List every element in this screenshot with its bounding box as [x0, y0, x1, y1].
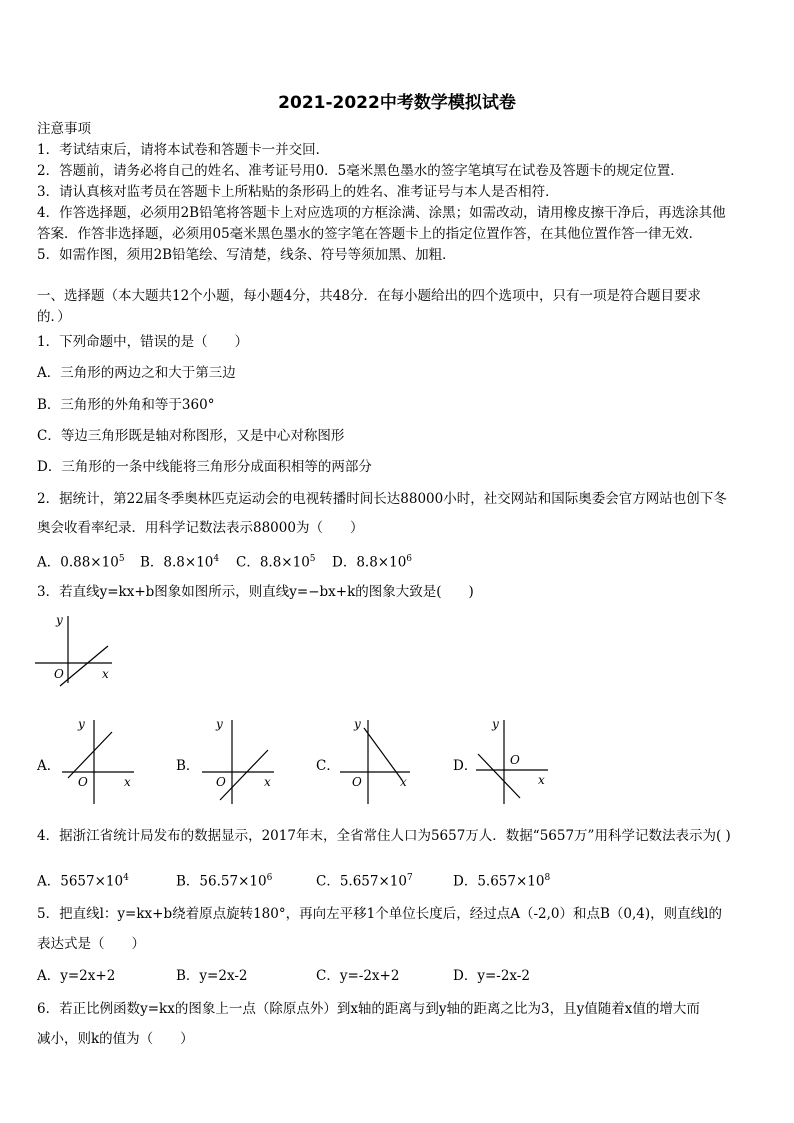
question-4-option-d: D．$5.657\times 10^8$: [453, 873, 551, 890]
axis-y-label: y: [492, 717, 499, 731]
axis-x-label: x: [124, 775, 131, 789]
section-heading-cont: 的．）: [37, 309, 71, 325]
axis-y-label: y: [354, 717, 361, 731]
origin-label: O: [54, 667, 64, 681]
question-3-option-a-label: A．: [37, 758, 61, 774]
question-1-stem: 1．下列命题中，错误的是（ ）: [37, 334, 249, 350]
notice-item: 4．作答选择题，必须用2B铅笔将答题卡上对应选项的方框涂满、涂黑；如需改动，请用橡皮擦干净后，再选涂其他: [37, 205, 726, 221]
question-5-stem-cont: 表达式是（ ）: [37, 936, 145, 952]
question-1-option-c: C．等边三角形既是轴对称图形，又是中心对称图形: [37, 428, 345, 444]
notice-heading: 注意事项: [37, 121, 91, 137]
axis-x-label: x: [400, 775, 407, 789]
question-2-option-b: B．$8.8\times 10^4$: [140, 554, 220, 571]
question-5-option-a: A．y=2x+2: [37, 968, 116, 984]
question-4-option-b: B．$56.57\times 10^6$: [176, 873, 273, 890]
axis-y-label: y: [56, 613, 63, 627]
question-2-stem-cont: 奥会收看率纪录．用科学记数法表示88000为（ ）: [37, 520, 364, 536]
notice-item: 答案．作答非选择题，必须用05毫米黑色墨水的签字笔在答题卡上的指定位置作答，在其他位置作答一律无效．: [37, 226, 703, 242]
notice-item: 1．考试结束后，请将本试卷和答题卡一并交回．: [37, 142, 330, 158]
question-3-option-b-graph: [200, 712, 280, 807]
origin-label: O: [510, 753, 520, 767]
question-3-reference-graph: [30, 608, 120, 688]
question-2-option-d: D．$8.8\times 10^6$: [332, 554, 413, 571]
notice-item: 5．如需作图，须用2B铅笔绘、写清楚，线条、符号等须加黑、加粗．: [37, 247, 456, 263]
question-2-stem: 2．据统计，第22届冬季奥林匹克运动会的电视转播时间长达88000小时，社交网站和国际奥委会官方网站也创下冬: [37, 491, 727, 507]
origin-label: O: [352, 775, 362, 789]
question-5-option-d: D．y=-2x-2: [453, 968, 530, 984]
question-3-option-b-label: B．: [176, 758, 200, 774]
question-4-option-a: A．$5657\times 10^4$: [37, 873, 129, 890]
origin-label: O: [216, 775, 226, 789]
section-heading: 一、选择题（本大题共12个小题，每小题4分，共48分．在每小题给出的四个选项中，只有一项是符合题目要求: [37, 288, 701, 304]
axis-x-label: x: [538, 773, 545, 787]
question-2-option-c: C．$8.8\times 10^5$: [236, 554, 316, 571]
notice-item: 2．答题前，请务必将自己的姓名、准考证号用0．5毫米黑色墨水的签字笔填写在试卷及答题卡的规定位置．: [37, 163, 684, 179]
origin-label: O: [78, 775, 88, 789]
question-3-option-d-graph: [474, 712, 554, 807]
question-6-stem-cont: 减小，则k的值为（ ）: [37, 1031, 194, 1047]
question-1-option-d: D．三角形的一条中线能将三角形分成面积相等的两部分: [37, 459, 372, 475]
question-4-option-c: C．$5.657\times 10^7$: [316, 873, 413, 890]
axis-x-label: x: [264, 775, 271, 789]
question-1-option-a: A．三角形的两边之和大于第三边: [37, 365, 236, 381]
question-3-option-d-label: D．: [453, 758, 478, 774]
notice-item: 3．请认真核对监考员在答题卡上所粘贴的条形码上的姓名、准考证号与本人是否相符．: [37, 184, 559, 200]
question-1-option-b: B．三角形的外角和等于360°: [37, 397, 215, 413]
page-title: 2021-2022中考数学模拟试卷: [278, 93, 516, 113]
question-3-option-a-graph: [60, 712, 140, 807]
question-5-option-c: C．y=-2x+2: [316, 968, 400, 984]
question-3-option-c-label: C．: [316, 758, 340, 774]
axis-y-label: y: [216, 717, 223, 731]
question-3-stem: 3．若直线y=kx+b图象如图所示，则直线y=−bx+k的图象大致是( ): [37, 584, 474, 600]
question-2-option-a: A．$0.88\times 10^5$: [37, 554, 125, 571]
question-5-option-b: B．y=2x-2: [176, 968, 248, 984]
question-5-stem: 5．把直线l：y=kx+b绕着原点旋转180°，再向左平移1个单位长度后，经过点A（-2,0）和点B（0,4)，则直线l的: [37, 906, 722, 922]
question-3-option-c-graph: [338, 712, 418, 807]
axis-y-label: y: [78, 717, 85, 731]
question-6-stem: 6．若正比例函数y=kx的图象上一点（除原点外）到x轴的距离与到y轴的距离之比为3，且y值随着x值的增大而: [37, 1001, 700, 1017]
question-4-stem: 4．据浙江省统计局发布的数据显示，2017年末，全省常住人口为5657万人．数据“5657万”用科学记数法表示为( ): [37, 828, 731, 844]
axis-x-label: x: [102, 667, 109, 681]
